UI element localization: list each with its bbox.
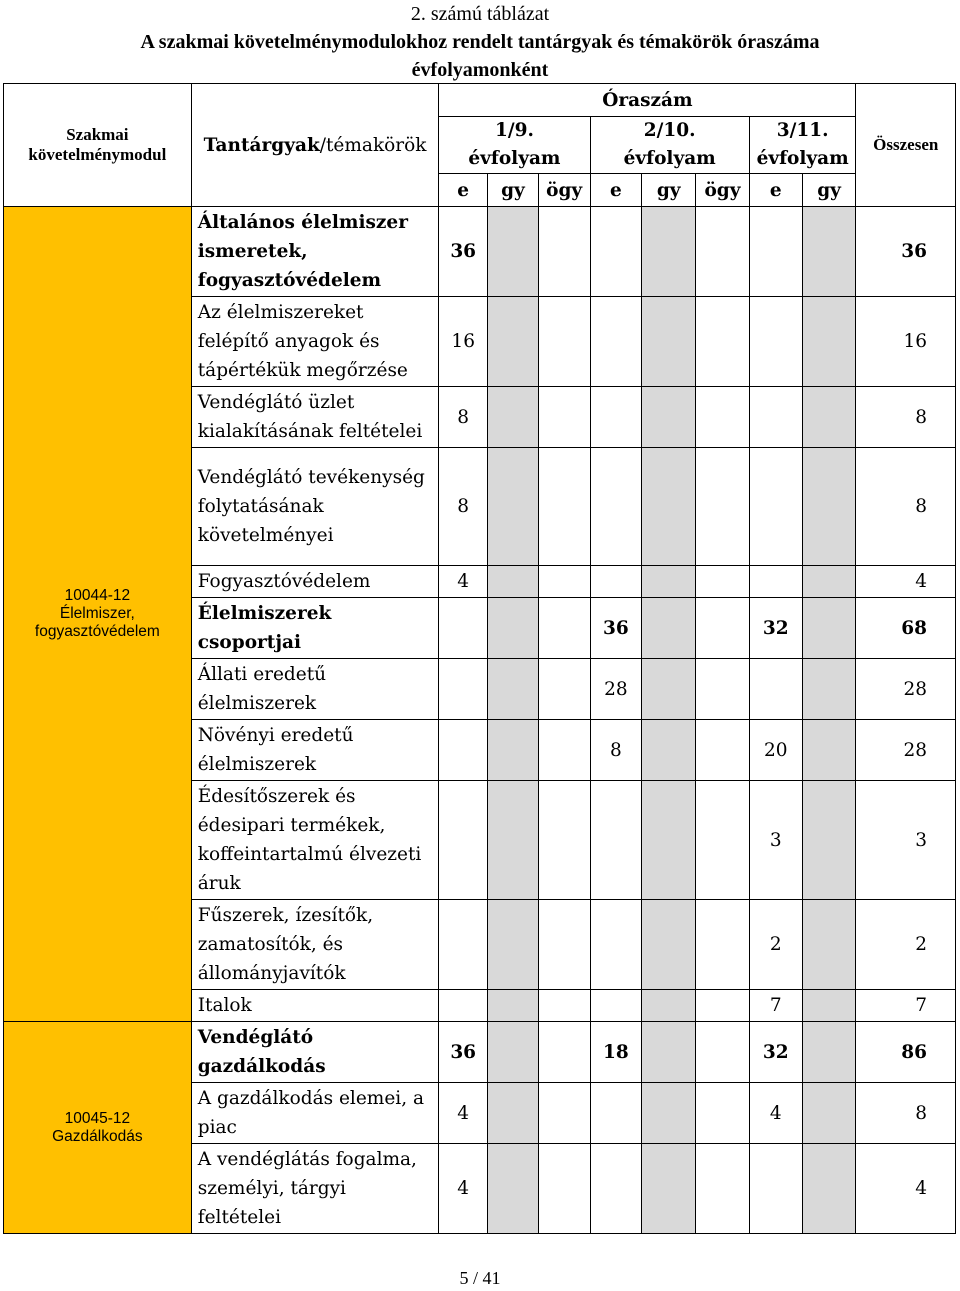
total-cell: 8 <box>856 1083 956 1144</box>
subject-name: Általános élelmiszer ismeretek, fogyasztóvédelem <box>191 207 439 297</box>
hours-cell <box>538 900 590 990</box>
hours-cell <box>749 448 802 566</box>
col-gy-2: gy <box>642 174 696 207</box>
module-name: Gazdálkodás <box>52 1127 143 1145</box>
hours-cell <box>696 387 750 448</box>
hours-cell: 4 <box>749 1083 802 1144</box>
hours-cell <box>642 598 696 659</box>
col-ogy-2: ögy <box>696 174 750 207</box>
subject-name: Növényi eredetű élelmiszerek <box>191 720 439 781</box>
hours-cell <box>538 1144 590 1234</box>
subject-name: Élelmiszerek csoportjai <box>191 598 439 659</box>
module-code: 10044-12 <box>64 587 131 604</box>
hours-cell <box>488 990 539 1022</box>
hours-cell <box>749 297 802 387</box>
hours-cell: 32 <box>749 1022 802 1083</box>
hours-cell <box>802 1022 856 1083</box>
hours-cell <box>488 1083 539 1144</box>
hours-cell <box>590 566 642 598</box>
hours-cell <box>749 1144 802 1234</box>
total-cell: 2 <box>856 900 956 990</box>
col-e-1: e <box>439 174 488 207</box>
total-cell: 86 <box>856 1022 956 1083</box>
hours-cell: 3 <box>749 781 802 900</box>
hours-cell <box>802 387 856 448</box>
hours-cell: 28 <box>590 659 642 720</box>
subject-name: Az élelmiszereket felépítő anyagok és tápértékük megőrzése <box>191 297 439 387</box>
hours-cell: 2 <box>749 900 802 990</box>
hours-cell <box>538 659 590 720</box>
hours-cell <box>538 720 590 781</box>
hours-cell <box>488 207 539 297</box>
hours-cell: 32 <box>749 598 802 659</box>
hours-cell <box>642 387 696 448</box>
module-name: Élelmiszer, fogyasztóvédelem <box>34 605 160 640</box>
total-cell: 36 <box>856 207 956 297</box>
hours-cell <box>439 990 488 1022</box>
subject-name: Vendéglátó tevékenység folytatásának követelményei <box>191 448 439 566</box>
hours-cell: 8 <box>590 720 642 781</box>
hours-cell <box>802 1083 856 1144</box>
hours-cell <box>749 387 802 448</box>
hours-cell <box>439 900 488 990</box>
hours-cell <box>802 566 856 598</box>
total-cell: 28 <box>856 720 956 781</box>
hours-cell <box>642 659 696 720</box>
hours-cell <box>590 990 642 1022</box>
hours-cell: 16 <box>439 297 488 387</box>
hours-cell <box>439 659 488 720</box>
hours-cell <box>538 387 590 448</box>
year-3-header: 3/11. évfolyam <box>749 117 856 174</box>
hours-cell <box>696 1144 750 1234</box>
hours-cell <box>802 900 856 990</box>
hours-cell <box>488 387 539 448</box>
hours-cell <box>642 297 696 387</box>
hours-cell <box>590 1083 642 1144</box>
total-cell: 8 <box>856 448 956 566</box>
hours-cell <box>696 781 750 900</box>
hours-cell <box>538 207 590 297</box>
total-cell: 28 <box>856 659 956 720</box>
subject-name: Italok <box>191 990 439 1022</box>
col-gy-3: gy <box>802 174 856 207</box>
hours-cell <box>696 207 750 297</box>
subject-name: Fűszerek, ízesítők, zamatosítók, és állományjavítók <box>191 900 439 990</box>
hours-cell <box>488 566 539 598</box>
hours-cell <box>802 297 856 387</box>
hours-cell <box>590 781 642 900</box>
hours-cell <box>439 598 488 659</box>
hours-cell: 36 <box>590 598 642 659</box>
hours-cell <box>538 598 590 659</box>
module-header: Szakmai követelménymodul <box>4 84 192 207</box>
hours-cell <box>590 297 642 387</box>
hours-cell <box>642 1083 696 1144</box>
hours-cell <box>642 1022 696 1083</box>
hours-cell <box>802 598 856 659</box>
hours-cell: 18 <box>590 1022 642 1083</box>
hours-cell: 4 <box>439 1083 488 1144</box>
hours-cell <box>802 781 856 900</box>
hours-cell <box>538 448 590 566</box>
total-cell: 4 <box>856 566 956 598</box>
module-cell <box>4 1022 192 1234</box>
col-e-3: e <box>749 174 802 207</box>
hours-cell <box>590 1144 642 1234</box>
hours-cell <box>590 207 642 297</box>
hours-cell: 36 <box>439 1022 488 1083</box>
subject-name: Édesítőszerek és édesipari termékek, koffeintartalmú élvezeti áruk <box>191 781 439 900</box>
hours-cell <box>642 720 696 781</box>
hours-table <box>3 83 956 1234</box>
hours-cell <box>642 207 696 297</box>
hours-cell <box>696 566 750 598</box>
module-cell <box>4 207 192 1022</box>
hours-cell: 4 <box>439 566 488 598</box>
hours-cell <box>802 207 856 297</box>
hours-cell <box>538 990 590 1022</box>
hours-cell: 8 <box>439 448 488 566</box>
caption-title: A szakmai követelménymodulokhoz rendelt tantárgyak és témakörök óraszáma <box>140 31 820 53</box>
hours-cell <box>802 1144 856 1234</box>
hours-cell <box>590 387 642 448</box>
hours-cell: 7 <box>749 990 802 1022</box>
hours-cell <box>488 1144 539 1234</box>
subject-name: A gazdálkodás elemei, a piac <box>191 1083 439 1144</box>
col-gy-1: gy <box>488 174 539 207</box>
hours-cell: 8 <box>439 387 488 448</box>
hours-cell <box>488 448 539 566</box>
total-cell: 7 <box>856 990 956 1022</box>
subject-name: A vendéglátás fogalma, személyi, tárgyi feltételei <box>191 1144 439 1234</box>
hours-cell <box>538 1022 590 1083</box>
hours-cell <box>439 781 488 900</box>
hours-cell <box>488 659 539 720</box>
total-cell: 68 <box>856 598 956 659</box>
hours-cell <box>802 659 856 720</box>
hours-cell <box>488 598 539 659</box>
hours-cell <box>642 566 696 598</box>
hours-cell <box>642 1144 696 1234</box>
hours-cell <box>696 598 750 659</box>
hours-header: Óraszám <box>439 84 856 117</box>
page-number: 5 / 41 <box>459 1268 501 1288</box>
module-code: 10045-12 <box>64 1109 131 1127</box>
hours-cell: 20 <box>749 720 802 781</box>
year-2-header: 2/10. évfolyam <box>590 117 749 174</box>
subject-name: Állati eredetű élelmiszerek <box>191 659 439 720</box>
hours-cell <box>590 448 642 566</box>
col-e-2: e <box>590 174 642 207</box>
hours-cell <box>538 566 590 598</box>
caption-title-cont: évfolyamonként <box>411 59 549 81</box>
hours-cell <box>749 659 802 720</box>
hours-cell <box>696 990 750 1022</box>
hours-cell <box>696 720 750 781</box>
hours-cell <box>696 1083 750 1144</box>
hours-cell <box>538 1083 590 1144</box>
hours-cell <box>590 900 642 990</box>
hours-cell: 36 <box>439 207 488 297</box>
hours-cell <box>802 720 856 781</box>
hours-cell <box>802 448 856 566</box>
total-cell: 8 <box>856 387 956 448</box>
hours-cell <box>488 781 539 900</box>
hours-cell <box>488 1022 539 1083</box>
col-ogy-1: ögy <box>538 174 590 207</box>
hours-cell <box>696 448 750 566</box>
table-row <box>4 1022 956 1083</box>
hours-cell <box>538 781 590 900</box>
hours-cell <box>439 720 488 781</box>
subject-header: Tantárgyak/témakörök <box>191 84 439 207</box>
hours-cell <box>642 448 696 566</box>
table-row <box>4 207 956 297</box>
total-cell: 3 <box>856 781 956 900</box>
hours-cell <box>488 900 539 990</box>
total-cell: 16 <box>856 297 956 387</box>
total-cell: 4 <box>856 1144 956 1234</box>
subject-name: Vendéglátó üzlet kialakításának feltételei <box>191 387 439 448</box>
subject-name: Vendéglátó gazdálkodás <box>191 1022 439 1083</box>
hours-cell <box>696 900 750 990</box>
year-1-header: 1/9. évfolyam <box>439 117 590 174</box>
hours-cell <box>749 207 802 297</box>
hours-cell: 4 <box>439 1144 488 1234</box>
caption-number: 2. számú táblázat <box>410 3 550 25</box>
hours-cell <box>696 1022 750 1083</box>
hours-cell <box>749 566 802 598</box>
subject-name: Fogyasztóvédelem <box>191 566 439 598</box>
hours-cell <box>802 990 856 1022</box>
hours-cell <box>642 900 696 990</box>
total-header: Összesen <box>856 84 956 207</box>
hours-cell <box>696 297 750 387</box>
hours-cell <box>642 781 696 900</box>
hours-cell <box>488 297 539 387</box>
hours-cell <box>696 659 750 720</box>
hours-cell <box>538 297 590 387</box>
hours-cell <box>488 720 539 781</box>
hours-cell <box>642 990 696 1022</box>
